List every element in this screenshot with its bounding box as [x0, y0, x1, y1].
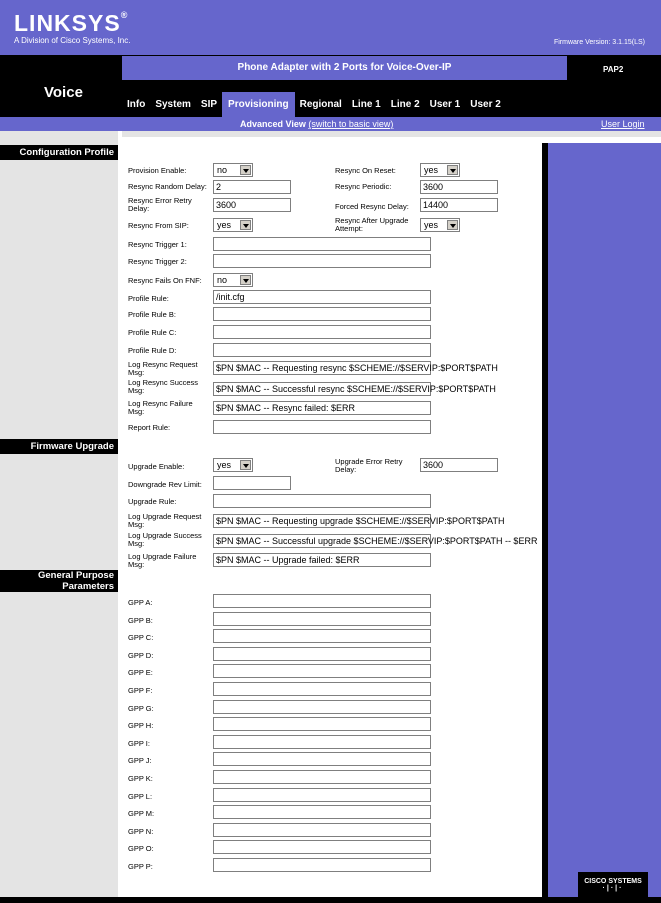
resync-error-retry-delay-input[interactable]: 3600 [213, 198, 291, 212]
cisco-logo [578, 872, 648, 897]
log-upgrade-success-label: Log Upgrade Success Msg: [128, 531, 202, 548]
chevron-down-icon [240, 220, 251, 230]
brand-text: LINKSYS [14, 10, 121, 36]
gpp-a-input[interactable] [213, 594, 431, 608]
resync-on-reset-select[interactable] [420, 163, 460, 177]
provision-enable-value: no [217, 165, 228, 175]
chevron-down-icon [240, 460, 251, 470]
tab-info[interactable]: Info [127, 99, 146, 110]
resync-random-delay-input[interactable]: 2 [213, 180, 291, 194]
right-panel [542, 143, 661, 903]
tab-user-1[interactable]: User 1 [429, 99, 461, 110]
tab-regional[interactable]: Regional [299, 99, 342, 110]
gpp-c-input[interactable] [213, 629, 431, 643]
cisco-bars-icon: ·|·|· [602, 885, 624, 892]
gpp-g-input[interactable] [213, 700, 431, 714]
gpp-e-label: GPP E: [128, 668, 153, 678]
tab-bar [122, 92, 506, 117]
gpp-k-input[interactable] [213, 770, 431, 784]
forced-resync-delay-label: Forced Resync Delay: [335, 202, 409, 211]
resync-after-upgrade-label: Resync After Upgrade Attempt: [335, 216, 409, 233]
bottom-strip [0, 897, 661, 903]
resync-error-retry-delay-label: Resync Error Retry Delay: [128, 196, 192, 213]
section-firmware-upgrade: Firmware Upgrade [0, 439, 118, 454]
upgrade-rule-input[interactable] [213, 494, 431, 508]
report-rule-label: Report Rule: [128, 423, 171, 432]
gpp-b-label: GPP B: [128, 615, 153, 625]
upgrade-error-retry-delay-label: Upgrade Error Retry Delay: [335, 457, 403, 474]
chevron-down-icon [240, 275, 251, 285]
gpp-c-label: GPP C: [128, 633, 154, 643]
gpp-i-label: GPP I: [128, 738, 150, 748]
resync-random-delay-label: Resync Random Delay: [128, 182, 207, 191]
switch-basic-view-link[interactable]: (switch to basic view) [308, 119, 394, 129]
resync-trigger-1-label: Resync Trigger 1: [128, 240, 187, 249]
resync-on-reset-label: Resync On Reset: [335, 166, 396, 175]
right-panel-edge [542, 143, 548, 903]
upgrade-error-retry-delay-input[interactable]: 3600 [420, 458, 498, 472]
profile-rule-d-label: Profile Rule D: [128, 346, 177, 355]
resync-fails-on-fnf-value: no [217, 275, 228, 285]
downgrade-rev-limit-input[interactable] [213, 476, 291, 490]
gpp-o-label: GPP O: [128, 844, 154, 854]
chevron-down-icon [447, 220, 458, 230]
resync-after-upgrade-value: yes [424, 220, 439, 230]
provision-enable-select[interactable] [213, 163, 253, 177]
gpp-d-label: GPP D: [128, 650, 154, 660]
tab-system[interactable]: System [155, 99, 191, 110]
gpp-j-label: GPP J: [128, 756, 152, 766]
gpp-h-input[interactable] [213, 717, 431, 731]
gpp-n-label: GPP N: [128, 826, 154, 836]
log-resync-success-label: Log Resync Success Msg: [128, 378, 199, 395]
log-upgrade-success-input[interactable]: $PN $MAC -- Successful upgrade $SCHEME://$SERVIP:$PORT$PATH -- $ERR [213, 534, 431, 548]
gpp-b-input[interactable] [213, 612, 431, 626]
resync-trigger-1-input[interactable] [213, 237, 431, 251]
chevron-down-icon [447, 165, 458, 175]
gpp-d-input[interactable] [213, 647, 431, 661]
left-sidebar [0, 131, 118, 903]
gpp-a-label: GPP A: [128, 598, 153, 607]
view-mode-label: Advanced View [240, 119, 306, 129]
model-name: PAP2 [603, 65, 624, 74]
resync-trigger-2-input[interactable] [213, 254, 431, 268]
log-upgrade-failure-input[interactable]: $PN $MAC -- Upgrade failed: $ERR [213, 553, 431, 567]
profile-rule-b-input[interactable] [213, 307, 431, 321]
report-rule-input[interactable] [213, 420, 431, 434]
gpp-o-input[interactable] [213, 840, 431, 854]
firmware-version: Firmware Version: 3.1.15(LS) [553, 39, 645, 46]
profile-rule-c-input[interactable] [213, 325, 431, 339]
upgrade-enable-label: Upgrade Enable: [128, 462, 185, 471]
product-title: Phone Adapter with 2 Ports for Voice-Over-IP [122, 56, 567, 80]
gpp-h-label: GPP H: [128, 721, 154, 731]
upgrade-enable-value: yes [217, 460, 232, 470]
resync-fails-on-fnf-label: Resync Fails On FNF: [128, 276, 202, 285]
section-configuration-profile: Configuration Profile [0, 145, 118, 160]
gpp-e-input[interactable] [213, 664, 431, 678]
gpp-m-input[interactable] [213, 805, 431, 819]
user-login-link[interactable]: User Login [601, 119, 645, 129]
log-upgrade-request-label: Log Upgrade Request Msg: [128, 512, 202, 529]
log-resync-failure-label: Log Resync Failure Msg: [128, 399, 193, 416]
upgrade-enable-select[interactable] [213, 458, 253, 472]
gpp-g-label: GPP G: [128, 703, 154, 713]
downgrade-rev-limit-label: Downgrade Rev Limit: [128, 480, 202, 489]
gpp-f-input[interactable] [213, 682, 431, 696]
log-resync-request-input[interactable]: $PN $MAC -- Requesting resync $SCHEME://$SERVIP:$PORT$PATH [213, 361, 431, 375]
tab-line-2[interactable]: Line 2 [390, 99, 420, 110]
profile-rule-input[interactable]: /init.cfg [213, 290, 431, 304]
gpp-n-input[interactable] [213, 823, 431, 837]
profile-rule-b-label: Profile Rule B: [128, 310, 176, 319]
gpp-p-input[interactable] [213, 858, 431, 872]
resync-after-upgrade-select[interactable] [420, 218, 460, 232]
section-title: Voice [44, 84, 83, 101]
log-resync-success-input[interactable]: $PN $MAC -- Successful resync $SCHEME://$SERVIP:$PORT$PATH [213, 382, 431, 396]
tab-user-2[interactable]: User 2 [470, 99, 501, 110]
resync-from-sip-label: Resync From SIP: [128, 221, 189, 230]
tab-provisioning[interactable]: Provisioning [222, 92, 295, 117]
gpp-l-input[interactable] [213, 788, 431, 802]
tab-line-1[interactable]: Line 1 [351, 99, 381, 110]
gpp-l-label: GPP L: [128, 791, 153, 801]
log-upgrade-request-input[interactable]: $PN $MAC -- Requesting upgrade $SCHEME://$SERVIP:$PORT$PATH [213, 514, 431, 528]
registered-mark: ® [120, 10, 129, 20]
gpp-m-label: GPP M: [128, 809, 155, 819]
log-upgrade-failure-label: Log Upgrade Failure Msg: [128, 552, 197, 569]
section-general-purpose-parameters: General Purpose Parameters [0, 570, 118, 592]
forced-resync-delay-input[interactable]: 14400 [420, 198, 498, 212]
chevron-down-icon [240, 165, 251, 175]
log-resync-request-label: Log Resync Request Msg: [128, 360, 198, 377]
gpp-j-input[interactable] [213, 752, 431, 766]
linksys-logo [14, 10, 128, 37]
log-resync-failure-input[interactable]: $PN $MAC -- Resync failed: $ERR [213, 401, 431, 415]
gpp-p-label: GPP P: [128, 862, 153, 871]
resync-from-sip-select[interactable] [213, 218, 253, 232]
profile-rule-d-input[interactable] [213, 343, 431, 357]
resync-periodic-input[interactable]: 3600 [420, 180, 498, 194]
resync-on-reset-value: yes [424, 165, 439, 175]
cisco-logo-text: CISCO SYSTEMS [584, 878, 642, 885]
resync-from-sip-value: yes [217, 220, 232, 230]
gpp-k-label: GPP K: [128, 774, 153, 783]
brand-tagline: A Division of Cisco Systems, Inc. [14, 36, 131, 45]
resync-trigger-2-label: Resync Trigger 2: [128, 257, 187, 266]
profile-rule-label: Profile Rule: [128, 294, 169, 303]
view-mode [240, 119, 393, 129]
profile-rule-c-label: Profile Rule C: [128, 328, 177, 337]
resync-periodic-label: Resync Periodic: [335, 182, 392, 191]
gpp-f-label: GPP F: [128, 686, 153, 695]
provision-enable-label: Provision Enable: [128, 166, 187, 175]
resync-fails-on-fnf-select[interactable] [213, 273, 253, 287]
gpp-i-input[interactable] [213, 735, 431, 749]
upgrade-rule-label: Upgrade Rule: [128, 497, 177, 506]
tab-sip[interactable]: SIP [200, 99, 218, 110]
